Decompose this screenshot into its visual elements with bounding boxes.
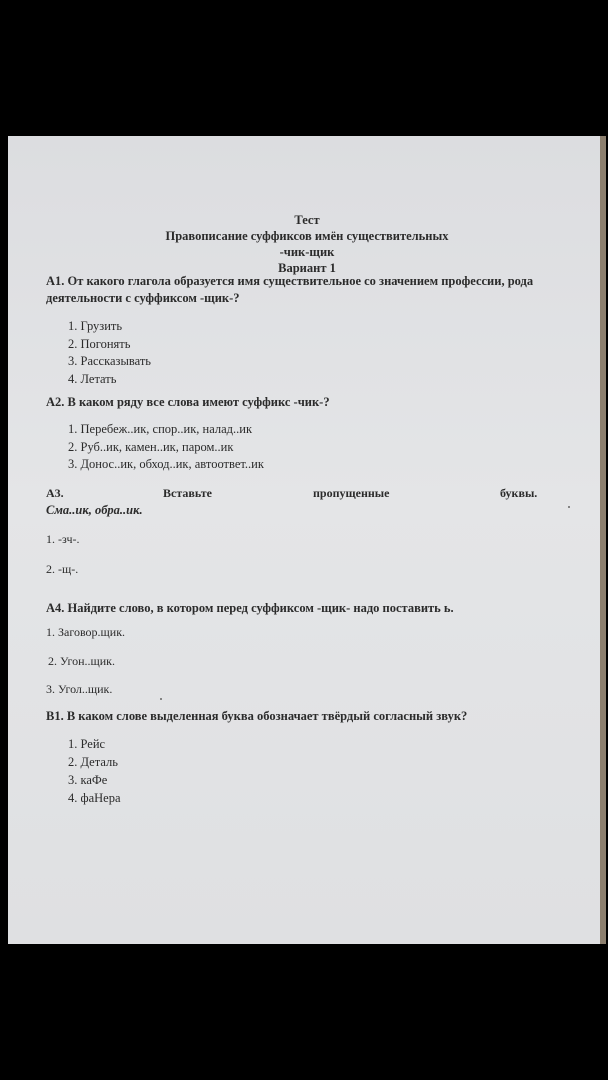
test-suffixes: -чик-щик — [279, 245, 335, 259]
test-title: Тест — [294, 213, 320, 227]
question-a4-text: А4. Найдите слово, в котором перед суффиксом -щик- надо поставить ь. — [46, 601, 454, 615]
option-item: 2. Погонять — [68, 336, 131, 351]
option-item: 4. Летать — [68, 371, 117, 386]
question-a2 — [46, 394, 552, 474]
option-item: 3. Донос..ик, обход..ик, автоответ..ик — [68, 457, 264, 471]
option-item: 3. Угол..щик. — [46, 682, 113, 696]
question-a1-options — [68, 318, 552, 388]
option-item: 4. фаНера — [68, 791, 121, 805]
question-a3-words: Сма..ик, обра..ик. — [46, 503, 143, 517]
question-b1-text: В1. В каком слове выделенная буква обозначает твёрдый согласный звук? — [46, 709, 468, 723]
question-b1 — [46, 708, 546, 807]
test-variant: Вариант 1 — [278, 261, 336, 275]
test-subtitle: Правописание суффиксов имён существительных — [165, 229, 449, 243]
option-item: 2. Руб..ик, камен..ик, паром..ик — [68, 439, 234, 454]
question-a2-text: А2. В каком ряду все слова имеют суффикс -чик-? — [46, 395, 330, 409]
question-a3-text — [46, 486, 551, 504]
test-header — [8, 212, 606, 276]
option-item: 3. Рассказывать — [68, 354, 151, 368]
question-a3-word: пропущенные — [313, 486, 390, 500]
option-item: 2. Деталь — [68, 755, 118, 769]
option-item: 1. Заговор.щик. — [46, 625, 126, 639]
question-a3-word: буквы. — [500, 486, 538, 500]
option-item: 2. -щ-. — [46, 562, 79, 576]
option-item: 1. Перебеж..ик, спор..ик, налад..ик — [68, 422, 253, 436]
option-item: 3. каФе — [68, 773, 108, 787]
question-a3-word: Вставьте — [163, 486, 212, 500]
question-a3-label: А3. — [46, 486, 64, 500]
question-a4 — [46, 600, 552, 617]
ink-dot — [160, 698, 162, 700]
option-item: 1. Рейс — [68, 737, 106, 751]
question-a1-text: А1. От какого глагола образуется имя существительное со значением профессии, рода деятельности с суффиксом -щик-? — [46, 274, 534, 305]
option-item: 1. Грузить — [68, 319, 123, 333]
question-a1 — [46, 273, 552, 388]
question-a2-options — [68, 421, 552, 474]
option-item: 2. Угон..щик. — [48, 654, 115, 668]
question-b1-options — [68, 735, 546, 807]
ink-dot — [568, 506, 570, 508]
test-paper-sheet — [8, 136, 606, 944]
option-item: 1. -зч-. — [46, 532, 80, 546]
